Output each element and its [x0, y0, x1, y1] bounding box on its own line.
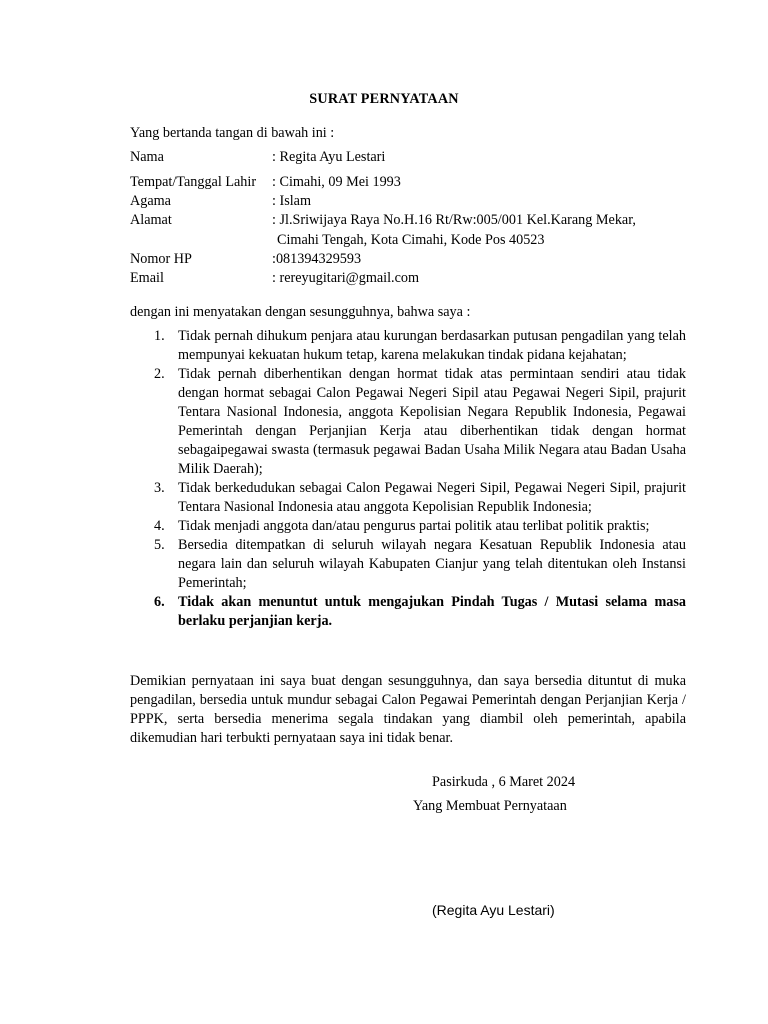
field-label: Agama — [130, 193, 171, 209]
field-label: Nama — [130, 149, 164, 165]
list-item — [130, 517, 686, 536]
statement-list — [130, 327, 686, 631]
field-value-line2: Cimahi Tengah, Kota Cimahi, Kode Pos 40523 — [277, 232, 545, 248]
field-value: : rereyugitari@gmail.com — [272, 270, 420, 286]
maker-caption: Yang Membuat Pernyataan — [413, 798, 567, 814]
statement-text: dengan ini menyatakan dengan sesungguhnya, bahwa saya : — [130, 304, 471, 320]
field-label: Tempat/Tanggal Lahir — [130, 174, 257, 190]
list-item-number: 3. — [154, 480, 165, 496]
list-item — [130, 479, 686, 517]
list-item-text: Tidak pernah diberhentikan dengan hormat tidak atas permintaan sendiri atau tidak dengan hormat sebagai Calon Pegawai Negeri Sipil atau Pegawai Negeri Sipil, prajurit Tentara Nasional Indonesia, anggota Kepolisian Negara Republik Indonesia, Pegawai Pemerintah dengan Perjanjian Kerja atau diberhentikan tidak dengan hormat sebagaipegawai swasta (termasuk pegawai Badan Usaha Milik Negara atau Badan Usaha Milik Daerah); — [178, 366, 686, 477]
list-item — [130, 327, 686, 365]
list-item-number: 5. — [154, 537, 165, 553]
field-value: : Islam — [272, 193, 312, 209]
list-item-number: 6. — [154, 594, 165, 610]
list-item-text: Bersedia ditempatkan di seluruh wilayah negara Kesatuan Republik Indonesia atau negara lain dan seluruh wilayah Kabupaten Cianjur yang telah ditentukan oleh Instansi Pemerintah; — [178, 537, 686, 591]
field-value: : Regita Ayu Lestari — [272, 149, 386, 165]
list-item — [130, 593, 686, 631]
field-value: : Cimahi, 09 Mei 1993 — [272, 174, 401, 190]
signer-name: (Regita Ayu Lestari) — [432, 902, 555, 918]
intro-text: Yang bertanda tangan di bawah ini : — [130, 125, 335, 141]
field-label: Alamat — [130, 212, 172, 228]
list-item-text: Tidak akan menuntut untuk mengajukan Pindah Tugas / Mutasi selama masa berlaku perjanjian kerja. — [178, 594, 686, 629]
list-item-number: 4. — [154, 518, 165, 534]
list-item-number: 1. — [154, 328, 165, 344]
place-date: Pasirkuda , 6 Maret 2024 — [432, 774, 576, 790]
closing-paragraph: Demikian pernyataan ini saya buat dengan sesungguhnya, dan saya bersedia dituntut di muka pengadilan, bersedia untuk mundur sebagai Calon Pegawai Pemerintah dengan Perjanjian Kerja / PPPK, serta bersedia menerima segala tindakan yang diambil oleh pemerintah, apabila dikemudian hari terbukti pernyataan saya ini tidak benar. — [130, 673, 686, 746]
list-item-number: 2. — [154, 366, 165, 382]
list-item-text: Tidak pernah dihukum penjara atau kurungan berdasarkan putusan pengadilan yang telah mempunyai kekuatan hukum tetap, karena melakukan tindak pidana kejahatan; — [178, 328, 686, 363]
field-value-line1: : Jl.Sriwijaya Raya No.H.16 Rt/Rw:005/001 Kel.Karang Mekar, — [272, 212, 636, 228]
field-label: Nomor HP — [130, 251, 192, 267]
list-item — [130, 365, 686, 479]
list-item — [130, 536, 686, 593]
list-item-text: Tidak menjadi anggota dan/atau pengurus partai politik atau terlibat politik praktis; — [178, 518, 650, 534]
list-item-text: Tidak berkedudukan sebagai Calon Pegawai Negeri Sipil, Pegawai Negeri Sipil, prajurit Tentara Nasional Indonesia atau anggota Kepolisian Republik Indonesia; — [178, 480, 686, 515]
field-label: Email — [130, 270, 164, 286]
document-title: SURAT PERNYATAAN — [309, 91, 459, 107]
field-value: :081394329593 — [272, 251, 362, 267]
